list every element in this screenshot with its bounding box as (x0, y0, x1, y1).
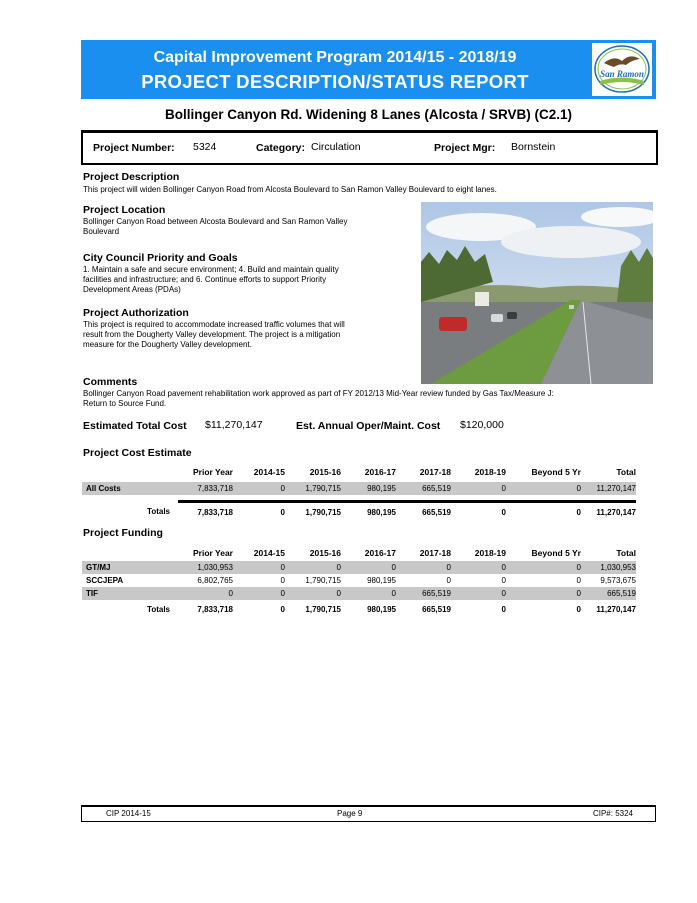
cell: 6,802,765 (197, 576, 233, 585)
header-title-line1: Capital Improvement Program 2014/15 - 2018/19 (153, 49, 517, 66)
funding-table (82, 546, 636, 616)
header-2015-16: 2015-16 (309, 467, 341, 477)
authorization-line-1: This project is required to accommodate increased traffic volumes that will (83, 320, 345, 329)
totals-label: Totals (147, 605, 170, 614)
header-2018-19: 2018-19 (474, 548, 506, 558)
location-text (83, 217, 418, 237)
total-cell: 0 (576, 605, 581, 614)
council-line-2: facilities and infrastructure; and 6. Continue efforts to support Priority (83, 275, 327, 284)
header-beyond-5-yr: Beyond 5 Yr (531, 548, 581, 558)
comments-text (83, 389, 653, 409)
estimated-total-cost-value: $11,270,147 (205, 419, 263, 431)
totals-row (82, 501, 636, 519)
total-cell: 980,195 (367, 605, 396, 614)
cell: 665,519 (396, 587, 451, 600)
authorization-line-3: measure for the Dougherty Valley development. (83, 340, 252, 349)
total-cell: 1,790,715 (285, 501, 341, 519)
header-2016-17: 2016-17 (364, 467, 396, 477)
total-cell: 0 (280, 605, 285, 614)
cell: 0 (506, 561, 581, 574)
cell: 0 (576, 576, 581, 585)
total-cell: 11,270,147 (581, 501, 636, 519)
comments-line-2: Return to Source Fund. (83, 399, 167, 408)
location-heading: Project Location (83, 204, 166, 216)
footer-cip-year: CIP 2014-15 (106, 809, 151, 818)
cell: 0 (451, 587, 506, 600)
table-row (82, 587, 636, 600)
row-label: TIF (82, 587, 178, 600)
category-value: Circulation (311, 141, 361, 153)
table-row (82, 561, 636, 574)
estimated-total-cost-label: Estimated Total Cost (83, 420, 187, 432)
totals-row (82, 600, 636, 616)
header-2017-18: 2017-18 (419, 548, 451, 558)
total-cell: 0 (451, 501, 506, 519)
header-2016-17: 2016-17 (364, 548, 396, 558)
row-label: SCCJEPA (86, 576, 124, 585)
cell: 0 (233, 587, 285, 600)
location-line-2: Boulevard (83, 227, 120, 236)
cell: 1,030,953 (581, 561, 636, 574)
footer-page-number: Page 9 (337, 809, 363, 818)
cell: 0 (341, 561, 396, 574)
header-2015-16: 2015-16 (309, 548, 341, 558)
header-2014-15: 2014-15 (253, 467, 285, 477)
comments-heading: Comments (83, 376, 138, 388)
footer-cip-number: CIP#: 5324 (592, 809, 633, 818)
council-text (83, 265, 418, 295)
funding-header-row (82, 546, 636, 560)
annual-cost-label: Est. Annual Oper/Maint. Cost (296, 420, 441, 432)
cell: 0 (396, 561, 451, 574)
header-prior-year: Prior Year (192, 467, 233, 477)
total-cell: 0 (233, 501, 285, 519)
project-title: Bollinger Canyon Rd. Widening 8 Lanes (Alcosta / SRVB) (C2.1) (165, 107, 572, 122)
project-number-value: 5324 (193, 141, 217, 153)
report-header (81, 40, 656, 99)
row-label: GT/MJ (82, 561, 178, 574)
cell: 1,790,715 (305, 576, 341, 585)
cell: 0 (341, 587, 396, 600)
cell: 0 (501, 576, 506, 585)
header-total: Total (616, 548, 636, 558)
total-cell: 7,833,718 (197, 605, 233, 614)
cost-header-row (82, 465, 636, 479)
cell: 0 (285, 587, 341, 600)
cell: 7,833,718 (178, 482, 233, 495)
location-line-1: Bollinger Canyon Road between Alcosta Boulevard and San Ramon Valley (83, 217, 348, 226)
header-2018-19: 2018-19 (474, 467, 506, 477)
project-mgr-value: Bornstein (511, 141, 556, 153)
cell: 980,195 (367, 576, 396, 585)
cell: 0 (451, 561, 506, 574)
funding-heading: Project Funding (83, 527, 163, 539)
total-cell: 7,833,718 (178, 501, 233, 519)
page-footer (81, 805, 656, 822)
header-blank (82, 465, 178, 479)
authorization-heading: Project Authorization (83, 307, 189, 319)
description-text: This project will widen Bollinger Canyon Road from Alcosta Boulevard to San Ramon Valley Boulevard to eight lanes. (83, 185, 497, 194)
cost-estimate-table (82, 465, 636, 519)
cell: 980,195 (341, 482, 396, 495)
total-cell: 11,270,147 (596, 605, 636, 614)
category-label: Category: (256, 142, 306, 154)
authorization-text (83, 320, 418, 350)
cell: 0 (506, 482, 581, 495)
totals-label: Totals (147, 506, 170, 516)
cost-estimate-heading: Project Cost Estimate (83, 447, 192, 459)
cell: 0 (233, 561, 285, 574)
total-cell: 980,195 (341, 501, 396, 519)
table-row (82, 574, 636, 587)
city-logo (592, 43, 652, 96)
description-heading: Project Description (83, 171, 180, 183)
total-cell: 0 (501, 605, 506, 614)
cell: 665,519 (581, 587, 636, 600)
cell: 0 (451, 482, 506, 495)
cell: 1,030,953 (178, 561, 233, 574)
project-info-box (81, 130, 658, 165)
project-site-photo (421, 202, 653, 384)
council-line-3: Development Areas (PDAs) (83, 285, 181, 294)
header-prior-year: Prior Year (192, 548, 233, 558)
council-heading: City Council Priority and Goals (83, 252, 238, 264)
header-total: Total (616, 467, 636, 477)
header-beyond-5-yr: Beyond 5 Yr (531, 467, 581, 477)
total-cell: 0 (506, 501, 581, 519)
cell: 1,790,715 (285, 482, 341, 495)
header-2014-15: 2014-15 (253, 548, 285, 558)
cell: 9,573,675 (600, 576, 636, 585)
cell: 0 (178, 587, 233, 600)
project-number-label: Project Number: (93, 142, 175, 154)
cell: 0 (233, 482, 285, 495)
total-cell: 665,519 (422, 605, 451, 614)
cell: 0 (446, 576, 451, 585)
header-title-line2: PROJECT DESCRIPTION/STATUS REPORT (141, 71, 529, 92)
table-row (82, 482, 636, 495)
total-cell: 1,790,715 (305, 605, 341, 614)
cell: 0 (285, 561, 341, 574)
cell: 0 (506, 587, 581, 600)
header-2017-18: 2017-18 (419, 467, 451, 477)
cell: 0 (280, 576, 285, 585)
total-cell: 665,519 (396, 501, 451, 519)
header-blank (82, 546, 178, 560)
logo-text: San Ramon (600, 69, 644, 79)
project-mgr-label: Project Mgr: (434, 142, 496, 154)
row-label: All Costs (82, 482, 178, 495)
cell: 11,270,147 (581, 482, 636, 495)
cell: 665,519 (396, 482, 451, 495)
annual-cost-value: $120,000 (460, 419, 504, 431)
comments-line-1: Bollinger Canyon Road pavement rehabilitation work approved as part of FY 2012/13 Mid-Year review funded by Gas Tax/Measure J: (83, 389, 554, 398)
council-line-1: 1. Maintain a safe and secure environment; 4. Build and maintain quality (83, 265, 339, 274)
authorization-line-2: result from the Dougherty Valley development. The project is a mitigation (83, 330, 341, 339)
